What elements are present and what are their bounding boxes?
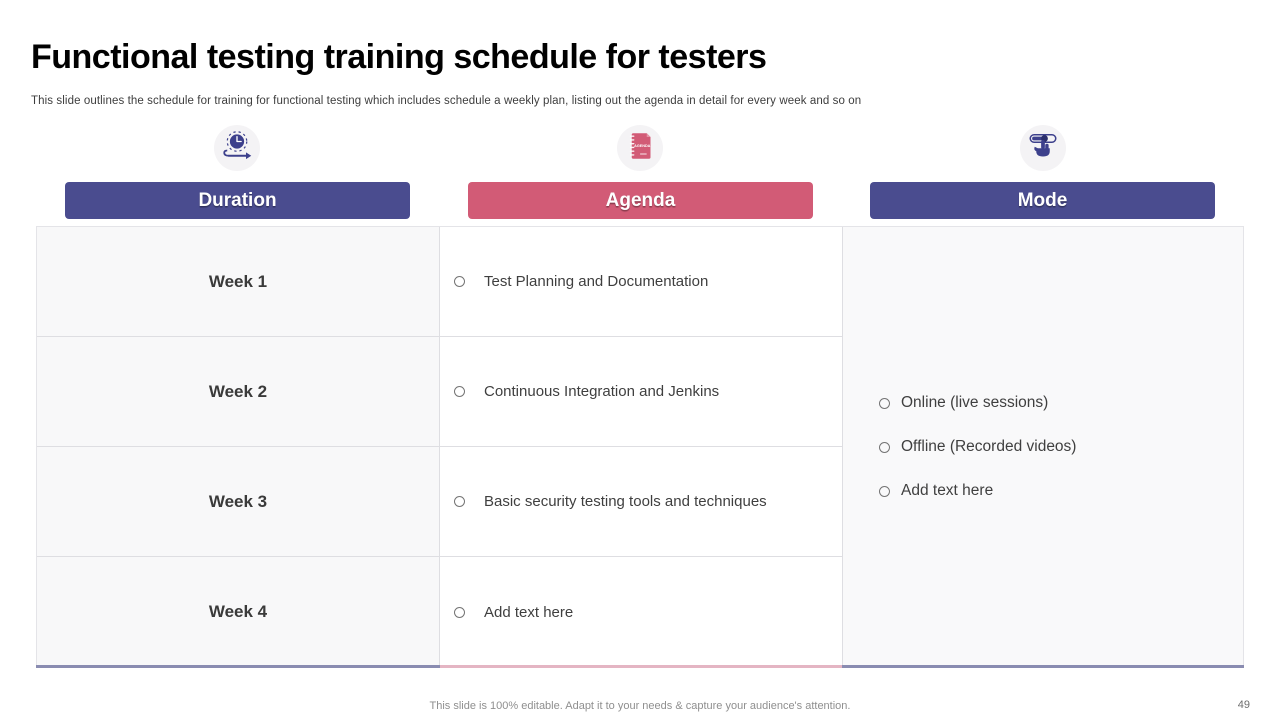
duration-cell-week-3: Week 3	[37, 447, 440, 557]
circle-bullet-icon	[879, 486, 890, 497]
agenda-cell-week-2	[440, 337, 843, 447]
agenda-item-text: Add text here	[484, 603, 574, 621]
mode-cell	[843, 227, 1243, 667]
agenda-item-text: Basic security testing tools and techniques	[484, 493, 767, 510]
agenda-icon-label: AGENDA	[634, 143, 651, 148]
circle-bullet-icon	[454, 496, 465, 507]
mode-item-text: Online (live sessions)	[901, 394, 1049, 411]
duration-cell-week-4: Week 4	[37, 557, 440, 667]
mode-item	[879, 394, 1243, 412]
agenda-item-text: Continuous Integration and Jenkins	[484, 383, 720, 400]
circle-bullet-icon	[454, 386, 465, 397]
agenda-item-text: Test Planning and Documentation	[484, 273, 709, 290]
page-number: 49	[1237, 699, 1250, 711]
circle-bullet-icon	[879, 442, 890, 453]
page-title: Functional testing training schedule for testers	[31, 38, 767, 76]
table-bottom-accent-mode	[842, 665, 1244, 668]
mode-icon-circle	[1020, 125, 1066, 171]
circle-bullet-icon	[454, 607, 465, 618]
column-header-mode: Mode	[870, 182, 1215, 219]
agenda-notebook-icon	[622, 128, 658, 169]
slide-subtitle: This slide outlines the schedule for training for functional testing which includes schedule a weekly plan, listing out the agenda in detail for every week and so on	[31, 95, 862, 107]
mode-item-text: Offline (Recorded videos)	[901, 438, 1077, 455]
column-header-duration: Duration	[65, 182, 410, 219]
sprint-clock-icon	[219, 128, 255, 169]
circle-bullet-icon	[879, 398, 890, 409]
duration-cell-week-1: Week 1	[37, 227, 440, 337]
mode-item	[879, 482, 1243, 500]
mode-item	[879, 438, 1243, 456]
duration-icon-circle	[214, 125, 260, 171]
agenda-icon-circle	[617, 125, 663, 171]
footer-note: This slide is 100% editable. Adapt it to your needs & capture your audience's attention.	[429, 700, 851, 712]
agenda-cell-week-3	[440, 447, 843, 557]
table-bottom-accent-duration	[36, 665, 440, 668]
mode-item-text: Add text here	[901, 482, 994, 499]
column-header-agenda: Agenda	[468, 182, 813, 219]
schedule-table	[36, 226, 1244, 668]
mode-toggle-hand-icon	[1025, 128, 1061, 169]
circle-bullet-icon	[454, 276, 465, 287]
agenda-cell-week-1	[440, 227, 843, 337]
duration-cell-week-2: Week 2	[37, 337, 440, 447]
agenda-cell-week-4	[440, 557, 843, 667]
table-bottom-accent-agenda	[440, 665, 842, 668]
